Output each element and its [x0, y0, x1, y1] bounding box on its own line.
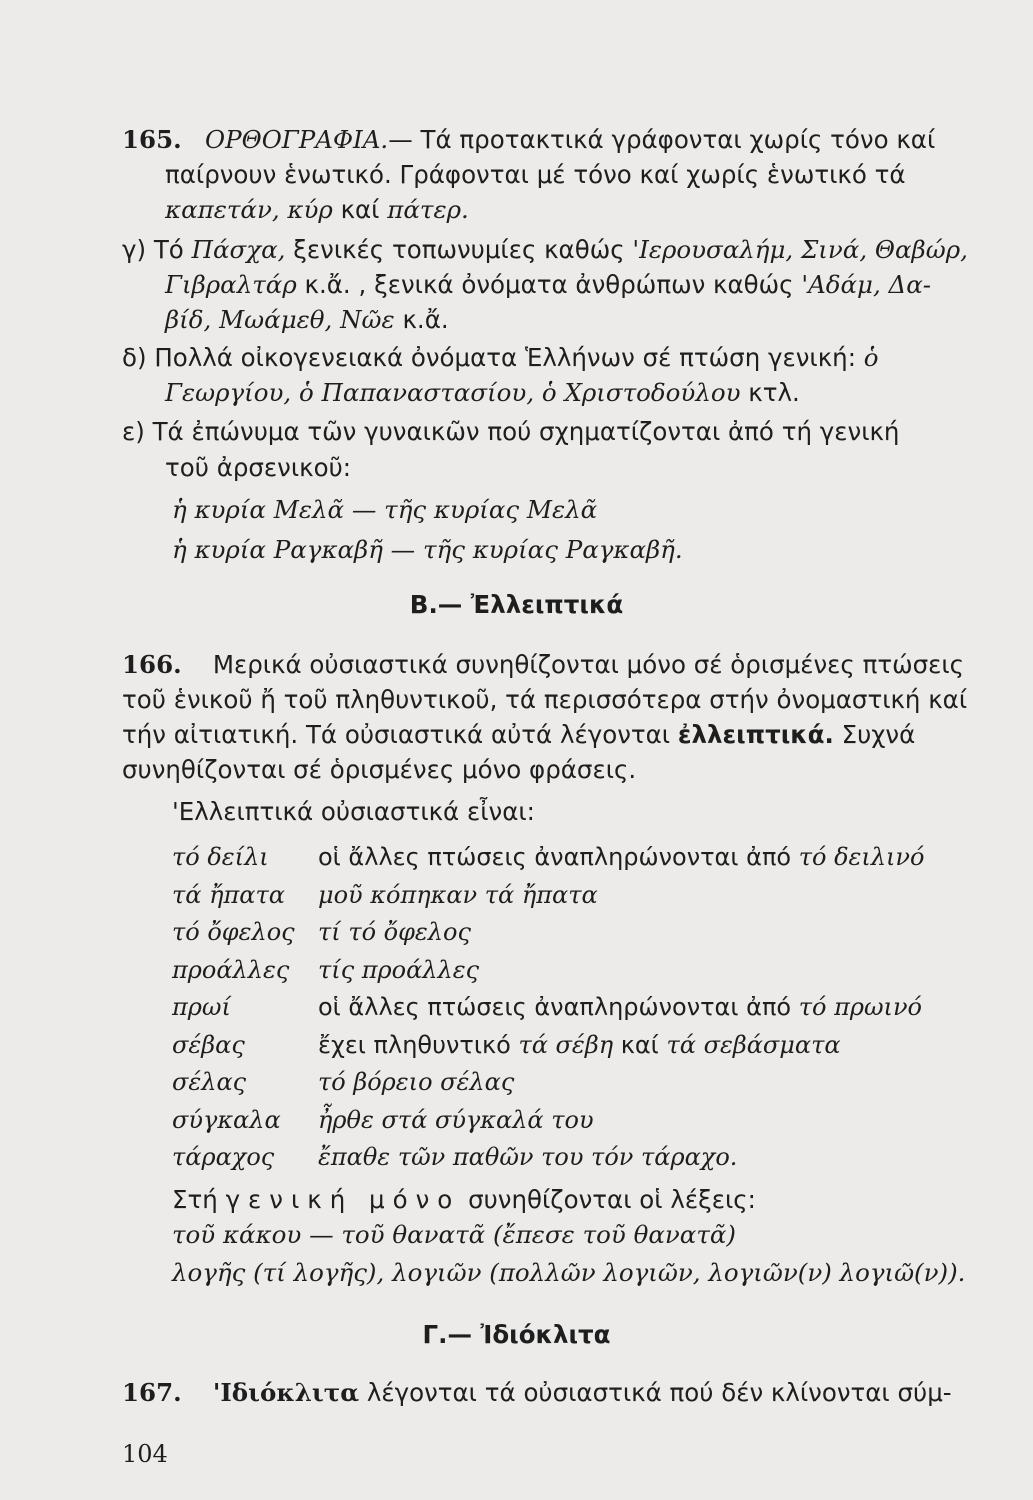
term-description: τό βόρειο σέλας — [318, 1068, 515, 1096]
genitive-line-3: λογῆς (τί λογῆς), λογιῶν (πολλῶν λογιῶν, λογιῶν(ν) λογιῶ(ν)). — [172, 1258, 966, 1287]
genitive-line-2: τοῦ κάκου — τοῦ θανατᾶ (ἔπεσε τοῦ θανατᾶ) — [172, 1220, 736, 1249]
term-word: προάλλες — [172, 955, 290, 984]
section-166-line-3: τήν αἰτιατική. Τά οὐσιαστικά αὐτά λέγονται ἐλλειπτικά. Συχνά — [122, 720, 916, 749]
section-167-line-1: 167. 'Ιδιόκλιτα λέγονται τά οὐσιαστικά πού δέν κλίνονται σύμ- — [122, 1378, 952, 1407]
delta-line-1: δ) Πολλά οἰκογενειακά ὀνόματα Ἑλλήνων σέ πτώση γενική: ὁ — [122, 343, 879, 372]
section-165-line-1: 165. ΟΡΘΟΓΡΑΦΙΑ.— Τά προτακτικά γράφονται χωρίς τόνο καί — [122, 125, 936, 154]
term-word: τάραχος — [172, 1143, 275, 1171]
epsilon-example-1: ἡ κυρία Μελᾶ — τῆς κυρίας Μελᾶ — [172, 495, 598, 524]
term-word: τό δείλι — [172, 843, 269, 871]
term-description: ἔχει πληθυντικό τά σέβη καί τά σεβάσματα — [318, 1030, 841, 1059]
gamma-line-1: γ) Τό Πάσχα, ξενικές τοπωνυμίες καθώς 'Ιερουσαλήμ, Σινά, Θαβώρ, — [122, 235, 968, 264]
term-description: ἔπαθε τῶν παθῶν του τόν τάραχο. — [318, 1143, 738, 1171]
genitive-line-1: Στή γενική μόνο συνηθίζονται οἱ λέξεις: — [172, 1185, 756, 1214]
epsilon-line-1: ε) Τά ἐπώνυμα τῶν γυναικῶν πού σχηματίζονται ἀπό τή γενική — [122, 417, 900, 446]
term-description: οἱ ἄλλες πτώσεις ἀναπληρώνονται ἀπό τό πρωινό — [318, 993, 922, 1021]
heading-idiokleita: Γ.— Ἰδιόκλιτα — [422, 1320, 611, 1349]
section-166-line-5: 'Ελλειπτικά οὐσιαστικά εἶναι: — [172, 797, 535, 826]
section-165-line-3: καπετάν, κύρ καί πάτερ. — [165, 195, 469, 224]
term-word: πρωί — [172, 993, 231, 1021]
section-166-line-4: συνηθίζονται σέ ὁρισμένες μόνο φράσεις. — [122, 755, 637, 784]
term-word: σέλας — [172, 1068, 247, 1096]
section-166-line-2: τοῦ ἑνικοῦ ἤ τοῦ πληθυντικοῦ, τά περισσότερα στήν ὀνομαστική καί — [122, 685, 968, 714]
gamma-line-3: βίδ, Μωάμεθ, Νῶε κ.ἄ. — [165, 305, 449, 334]
gamma-line-2: Γιβραλτάρ κ.ἄ. , ξενικά ὀνόματα ἀνθρώπων καθώς 'Αδάμ, Δα- — [165, 270, 932, 299]
section-165-line-2: παίρνουν ἑνωτικό. Γράφονται μέ τόνο καί χωρίς ἑνωτικό τά — [165, 160, 906, 189]
section-number: 165. — [122, 125, 182, 154]
section-166-line-1: 166. Μερικά οὐσιαστικά συνηθίζονται μόνο σέ ὁρισμένες πτώσεις — [122, 650, 965, 679]
term-description: τίς προάλλες — [318, 955, 480, 984]
term-word: σέβας — [172, 1030, 245, 1059]
term-description: οἱ ἄλλες πτώσεις ἀναπληρώνονται ἀπό τό δειλινό — [318, 843, 925, 871]
term-description: ἦρθε στά σύγκαλά του — [318, 1105, 594, 1134]
heading-elleiptika: Β.— Ἐλλειπτικά — [409, 590, 624, 619]
term-word: τά ἤπατα — [172, 880, 285, 909]
section-title: ΟΡΘΟΓΡΑΦΙΑ. — [205, 125, 389, 154]
term-word: σύγκαλα — [172, 1105, 281, 1134]
term-description: τί τό ὄφελος — [318, 918, 471, 946]
page-number: 104 — [122, 1440, 168, 1468]
delta-line-2: Γεωργίου, ὁ Παπαναστασίου, ὁ Χριστοδούλου κτλ. — [165, 378, 800, 407]
term-word: τό ὄφελος — [172, 918, 295, 946]
epsilon-line-2: τοῦ ἀρσενικοῦ: — [165, 453, 352, 482]
epsilon-example-2: ἡ κυρία Ραγκαβῆ — τῆς κυρίας Ραγκαβῆ. — [172, 535, 683, 564]
term-description: μοῦ κόπηκαν τά ἤπατα — [318, 880, 598, 909]
